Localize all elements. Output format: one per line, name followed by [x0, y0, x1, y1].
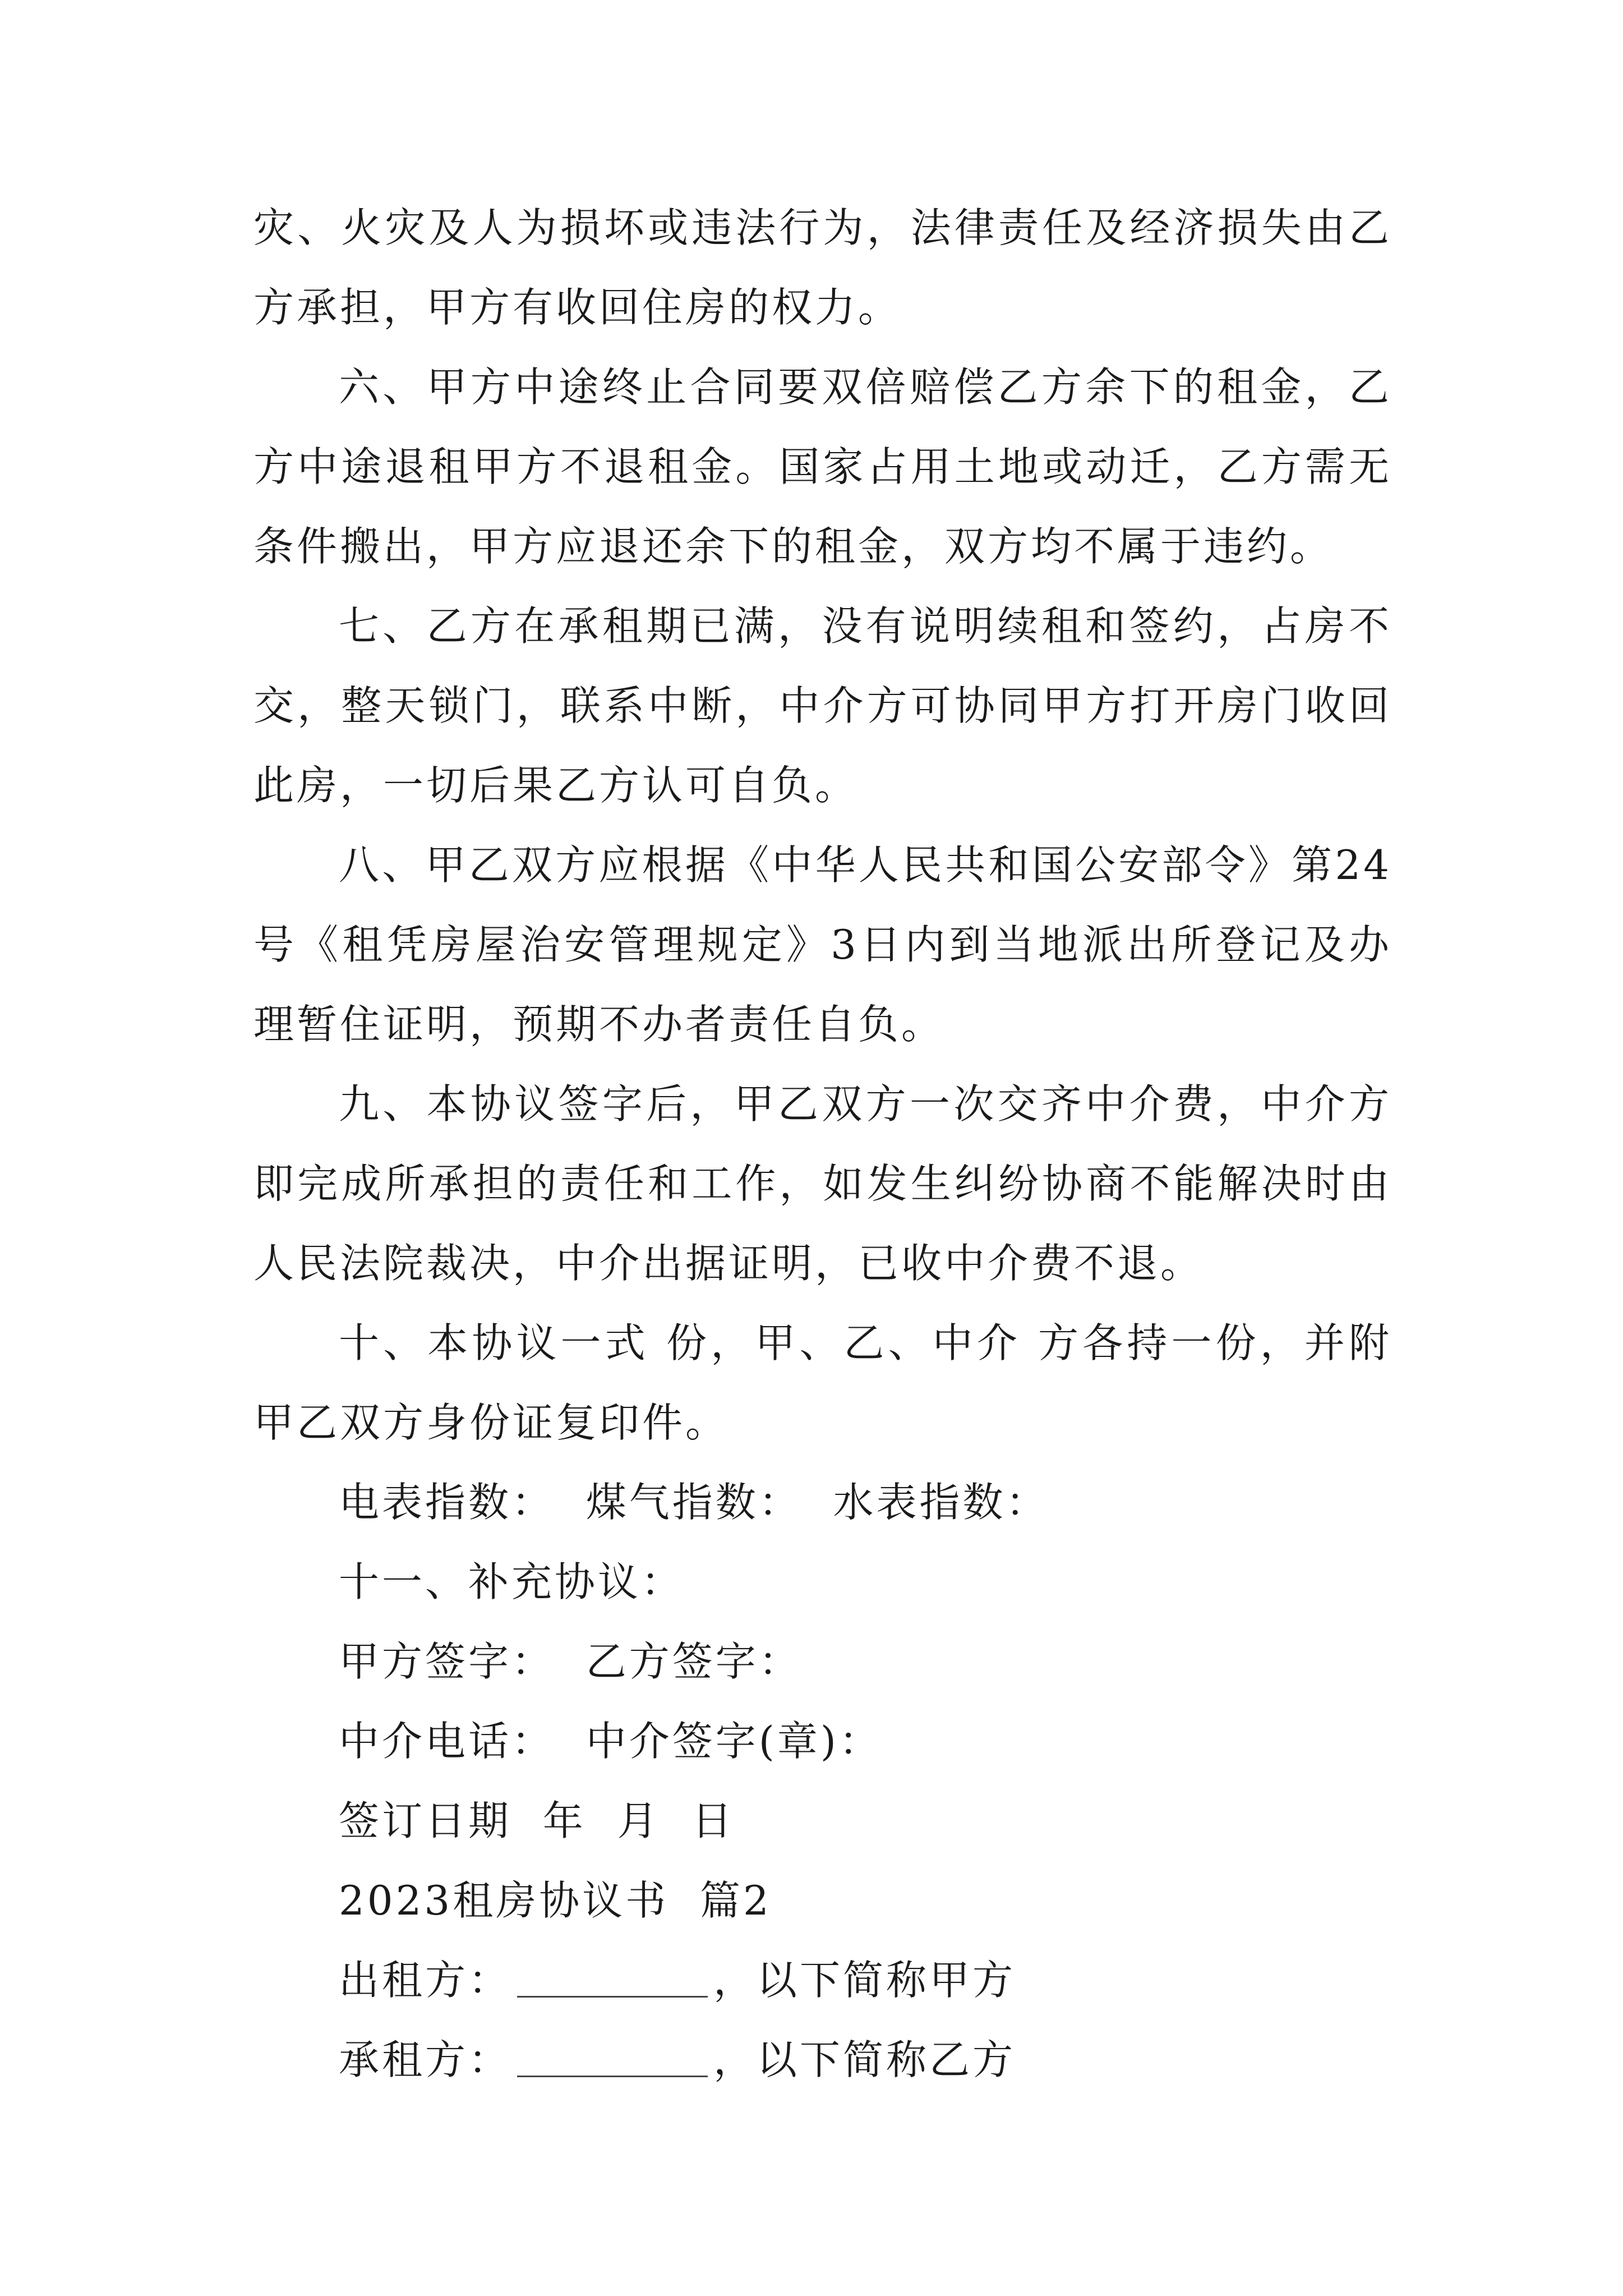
lessor-blank-field[interactable] [517, 1962, 708, 1998]
signature-line: 甲方签字： 乙方签字： [339, 1638, 802, 1685]
document-body [253, 188, 1392, 2100]
lessee-suffix: ，以下简称乙方 [713, 2036, 1016, 2083]
lessor-suffix: ，以下简称甲方 [713, 1957, 1016, 2004]
lessor-line [253, 1940, 1392, 2020]
meter-readings-line: 电表指数： 煤气指数： 水表指数： [339, 1479, 1049, 1526]
supplement-heading: 十一、补充协议： [339, 1558, 685, 1605]
paragraph-continued: 灾、火灾及人为损坏或违法行为，法律责任及经济损失由乙方承担，甲方有收回住房的权力。 [253, 204, 1392, 331]
lessee-blank-field[interactable] [517, 2042, 708, 2077]
lessor-label: 出租方： [339, 1957, 512, 2004]
lessee-label: 承租方： [339, 2036, 512, 2083]
clause-seven: 七、乙方在承租期已满，没有说明续租和签约，占房不交，整天锁门，联系中断，中介方可协同甲方打开房门收回此房，一切后果乙方认可自负。 [253, 602, 1392, 809]
clause-ten: 十、本协议一式 份，甲、乙、中介 方各持一份，并附甲乙双方身份证复印件。 [253, 1319, 1392, 1446]
section-heading-2: 2023租房协议书 篇2 [339, 1877, 772, 1924]
clause-eight: 八、甲乙双方应根据《中华人民共和国公安部令》第24号《租凭房屋治安管理规定》3日内到当地派出所登记及办理暂住证明，预期不办者责任自负。 [253, 841, 1392, 1048]
clause-six: 六、甲方中途终止合同要双倍赔偿乙方余下的租金，乙方中途退租甲方不退租金。国家占用土地或动迁，乙方需无条件搬出，甲方应退还余下的租金，双方均不属于违约。 [253, 364, 1392, 570]
agent-line: 中介电话： 中介签字(章)： [339, 1718, 882, 1765]
clause-nine: 九、本协议签字后，甲乙双方一次交齐中介费，中介方即完成所承担的责任和工作，如发生纠纷协商不能解决时由人民法院裁决，中介出据证明，已收中介费不退。 [253, 1080, 1392, 1287]
signing-date-line: 签订日期 年 月 日 [339, 1797, 735, 1844]
lessee-line [253, 2020, 1392, 2100]
